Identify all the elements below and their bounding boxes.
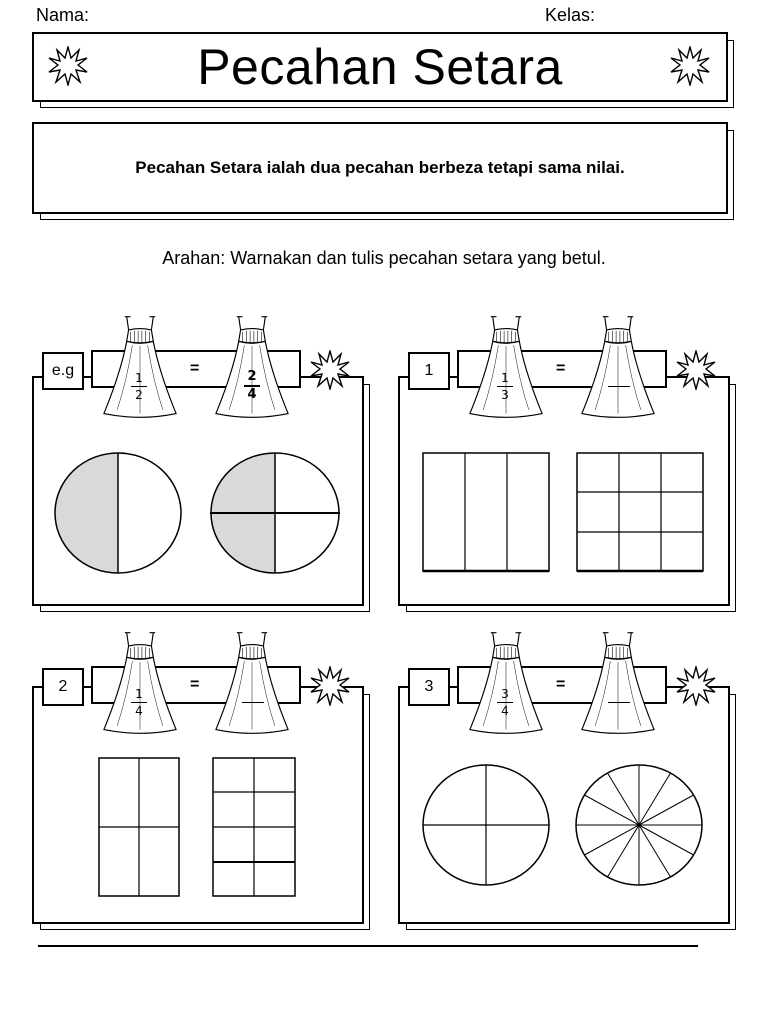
q2-rect-eighths[interactable] [210, 755, 298, 899]
right-fraction: 2 4 [242, 370, 262, 402]
dress-icon [102, 314, 178, 420]
shaded-quarter [211, 453, 275, 513]
dress-icon [214, 314, 290, 420]
answer-blank[interactable] [608, 386, 630, 387]
shaded-quarter [211, 513, 275, 573]
dress-icon [214, 630, 290, 736]
star-icon [48, 46, 88, 86]
equals-sign: = [190, 676, 200, 693]
star-icon [670, 46, 710, 86]
q2-rect-quarters[interactable] [96, 755, 182, 899]
q3-circle-twelfths[interactable] [572, 762, 706, 888]
example-shapes-right [208, 450, 342, 576]
bottom-rule [38, 945, 698, 947]
equals-sign: = [190, 360, 200, 377]
star-icon [676, 666, 716, 706]
question-label: 3 [408, 668, 450, 706]
left-fraction: 1 3 [495, 371, 515, 402]
answer-blank[interactable] [608, 702, 630, 703]
dress-icon [102, 630, 178, 736]
q1-rect-thirds[interactable] [420, 450, 552, 574]
answer-blank[interactable] [242, 702, 264, 703]
left-fraction: 3 4 [495, 687, 515, 718]
shaded-half [55, 453, 118, 573]
star-icon [676, 350, 716, 390]
instruction-text: Arahan: Warnakan dan tulis pecahan setara yang betul. [162, 248, 606, 268]
example-shapes-left [52, 450, 184, 576]
star-icon [310, 666, 350, 706]
dress-icon [468, 314, 544, 420]
star-icon [310, 350, 350, 390]
definition-text: Pecahan Setara ialah dua pecahan berbeza tetapi sama nilai. [135, 158, 625, 177]
q3-circle-quarters[interactable] [420, 762, 552, 888]
q1-rect-ninths[interactable] [574, 450, 706, 574]
dress-icon [468, 630, 544, 736]
dress-icon [580, 314, 656, 420]
question-label: 2 [42, 668, 84, 706]
equals-sign: = [556, 360, 566, 377]
class-label: Kelas: [545, 5, 596, 25]
page-title: Pecahan Setara [197, 39, 563, 95]
question-2-panel [32, 686, 364, 924]
question-label: 1 [408, 352, 450, 390]
left-fraction: 1 4 [129, 687, 149, 718]
left-fraction: 1 2 [129, 371, 149, 402]
dress-icon [580, 630, 656, 736]
question-label: e.g [42, 352, 84, 390]
equals-sign: = [556, 676, 566, 693]
name-label: Nama: [36, 5, 90, 25]
